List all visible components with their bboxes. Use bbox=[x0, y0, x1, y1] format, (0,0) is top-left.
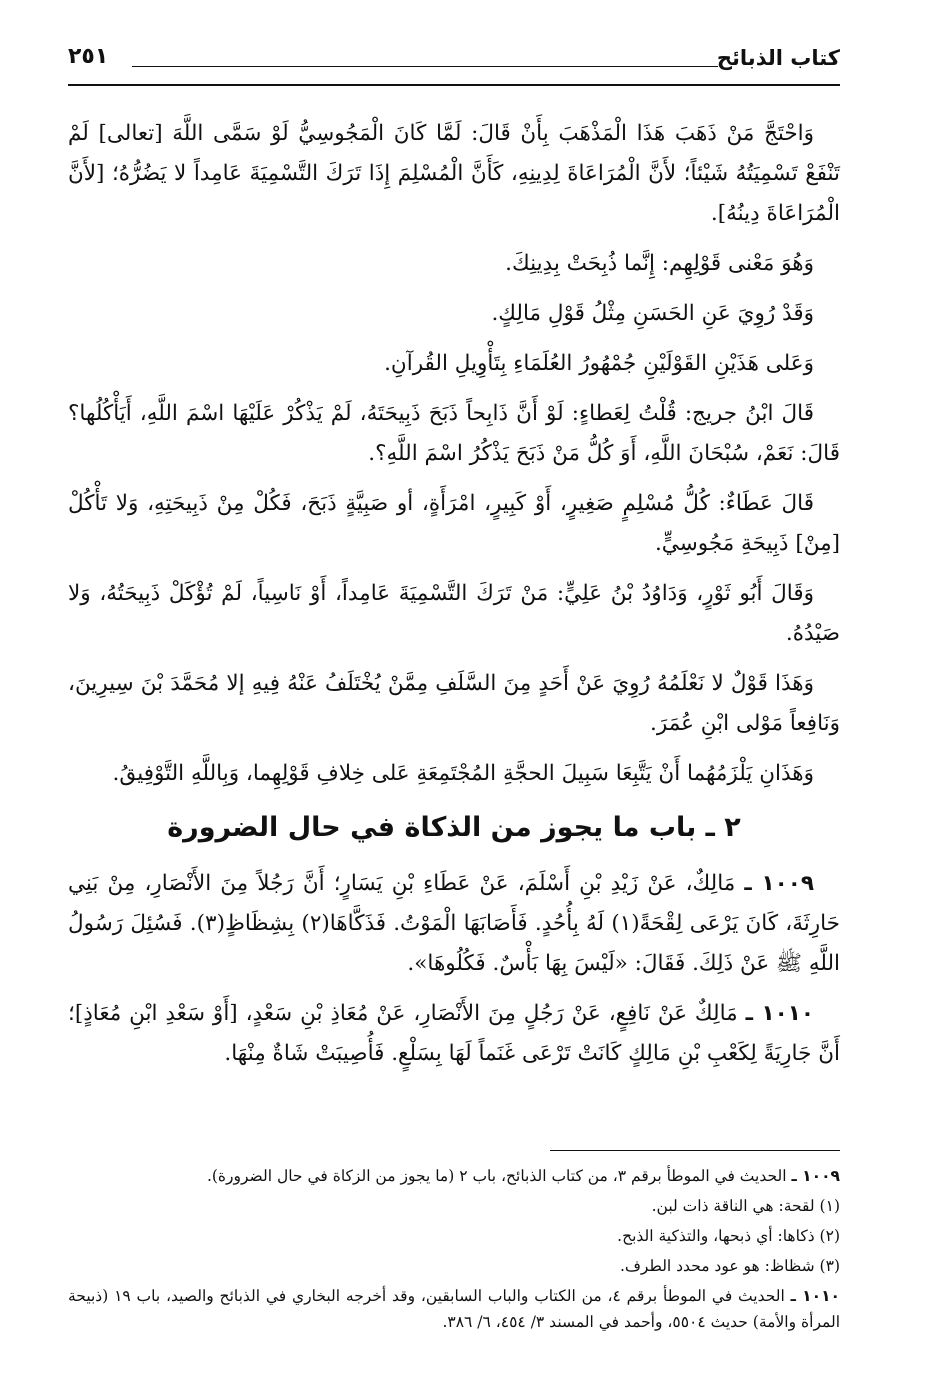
paragraph: وَاحْتَجَّ مَنْ ذَهَبَ هَذَا الْمَذْهَبَ بِأَنْ قَالَ: لَمَّا كَانَ الْمَجُوسِيُّ لَوْ سَمَّى اللَّهَ [تعالى] لَمْ تَنْفَعْ تَسْمِيَتُهُ شَيْئاً؛ لأَنَّ الْمُرَاعَاةَ لِدِينِهِ، كَأَنَّ الْمُسْلِمَ إِذَا تَرَكَ التَّسْمِيَةَ عَامِداً لا يَضُرُّهُ؛ [لأَنَّ الْمُرَاعَاةَ دِينُهُ]. bbox=[68, 121, 840, 226]
footnote-label: (١) bbox=[819, 1197, 840, 1215]
footnote bbox=[68, 1283, 840, 1335]
footnotes bbox=[68, 1150, 840, 1339]
footnote-label: (٣) bbox=[819, 1257, 840, 1275]
main-text bbox=[68, 114, 840, 1074]
footnote-rule bbox=[550, 1150, 840, 1151]
page-number: ٢٥١ bbox=[68, 44, 114, 69]
paragraph: وَقَدْ رُوِيَ عَنِ الحَسَنِ مِثْلُ قَوْلِ مَالِكٍ. bbox=[491, 301, 814, 326]
paragraph: وَعَلى هَذَيْنِ القَوْلَيْنِ جُمْهُورُ العُلَمَاءِ بِتَأْوِيلِ القُرآنِ. bbox=[384, 351, 814, 376]
hadith-paragraph bbox=[68, 994, 840, 1074]
paragraph: قَالَ عَطَاءٌ: كُلُّ مُسْلِمٍ صَغِيرٍ، أَوْ كَبِيرٍ، امْرَأَةٍ، أو صَبِيَّةٍ ذَبَحَ، فَكُلْ مِنْ ذَبِيحَتِهِ، وَلا تَأْكُلْ [مِنْ] ذَبِيحَةِ مَجُوسِيٍّ. bbox=[68, 491, 840, 556]
book-title: كتاب الذبائح bbox=[711, 46, 840, 70]
footnote bbox=[68, 1193, 840, 1219]
hadith-number: ١٠٠٩ ـ bbox=[744, 871, 814, 896]
footnote-label: ١٠١٠ ـ bbox=[790, 1287, 840, 1305]
footnote-text: الحديث في الموطأ برقم ٣، من كتاب الذبائح، باب ٢ (ما يجوز من الزكاة في حال الضرورة). bbox=[206, 1167, 787, 1185]
paragraph: وَقَالَ أَبُو ثَوْرٍ، وَدَاوُدُ بْنُ عَلِيٍّ: مَنْ تَرَكَ التَّسْمِيَةَ عَامِداً، أَوْ نَاسِياً، لَمْ تُؤْكَلْ ذَبِيحَتُهُ، وَلا صَيْدُهُ. bbox=[68, 581, 840, 646]
hadith-text: مَالِكٌ، عَنْ زَيْدِ بْنِ أَسْلَمَ، عَنْ عَطَاءِ بْنِ يَسَارٍ؛ أَنَّ رَجُلاً مِنَ الأَنْصَارِ، مِنْ بَنِي حَارِثَةَ، كَانَ يَرْعَى لِقْحَةً(١) لَهُ بِأُحُدٍ. فَأَصَابَهَا الْمَوْتُ. فَذَكَّاهَا(٢) بِشِظَاظٍ(٣). فَسُئِلَ رَسُولُ اللَّهِ ﷺ عَنْ ذَلِكَ. فَقَالَ: «لَيْسَ بِهَا بَأْسٌ. فَكُلُوهَا». bbox=[68, 871, 840, 976]
paragraph: وَهُوَ مَعْنى قَوْلِهِم: إِنَّما ذُبِحَتْ بِدِينِكَ. bbox=[505, 251, 814, 276]
footnote-label: ١٠٠٩ ـ bbox=[791, 1167, 840, 1185]
hadith-paragraph bbox=[68, 864, 840, 984]
footnote-text: ذكاها: أي ذبحها، والتذكية الذبح. bbox=[617, 1227, 815, 1245]
footnote-text: شظاظ: هو عود محدد الطرف. bbox=[619, 1257, 815, 1275]
footnote-label: (٢) bbox=[819, 1227, 840, 1245]
header-rule bbox=[132, 66, 718, 67]
running-header bbox=[68, 40, 840, 86]
footnote bbox=[68, 1163, 840, 1189]
footnote-text: الحديث في الموطأ برقم ٤، من الكتاب والباب السابقين، وقد أخرجه البخاري في الذبائح والصيد، باب ١٩ (ذبيحة المرأة والأمة) حديث ٥٥٠٤، وأحمد في المسند ٣/ ٤٥٤، ٦/ ٣٨٦. bbox=[68, 1287, 840, 1331]
footnote-text: لقحة: هي الناقة ذات لبن. bbox=[651, 1197, 815, 1215]
hadith-number: ١٠١٠ ـ bbox=[745, 1001, 814, 1026]
chapter-heading: ٢ ـ باب ما يجوز من الذكاة في حال الضرورة bbox=[167, 812, 741, 843]
hadith-text: مَالِكٌ عَنْ نَافِعٍ، عَنْ رَجُلٍ مِنَ الأَنْصَارِ، عَنْ مُعَاذِ بْنِ سَعْدٍ، [أَوْ سَعْدِ ابْنِ مُعَاذٍ]؛ أَنَّ جَارِيَةً لِكَعْبِ بْنِ مَالِكٍ كَانَتْ تَرْعَى غَنَماً لَهَا بِسَلْعٍ. فَأُصِيبَتْ شَاةٌ مِنْهَا. bbox=[68, 1001, 840, 1066]
book-page bbox=[68, 40, 840, 1360]
paragraph: وَهَذَانِ يَلْزَمُهُما أَنْ يَتَّبِعَا سَبِيلَ الحجَّةِ المُجْتَمِعَةِ عَلى خِلافِ قَوْلِهِما، وَبِاللَّهِ التَّوْفِيقُ. bbox=[112, 761, 814, 786]
paragraph: قَالَ ابْنُ جريج: قُلْتُ لِعَطاءٍ: لَوْ أَنَّ ذَابِحاً ذَبَحَ ذَبِيحَتَهُ، لَمْ يَذْكُرْ عَلَيْهَا اسْمَ اللَّهِ، أَيَأْكُلُها؟ قَالَ: نَعَمْ، سُبْحَانَ اللَّهِ، أَوَ كُلُّ مَنْ ذَبَحَ يَذْكُرُ اسْمَ اللَّهِ؟. bbox=[68, 401, 840, 466]
footnote bbox=[68, 1253, 840, 1279]
footnote bbox=[68, 1223, 840, 1249]
paragraph: وَهَذَا قَوْلٌ لا نَعْلَمُهُ رُوِيَ عَنْ أَحَدٍ مِنَ السَّلَفِ مِمَّنْ يُخْتَلَفُ عَنْهُ فِيهِ إلا مُحَمَّدَ بْنَ سِيرِينَ، وَنَافِعاً مَوْلى ابْنِ عُمَرَ. bbox=[68, 671, 840, 736]
